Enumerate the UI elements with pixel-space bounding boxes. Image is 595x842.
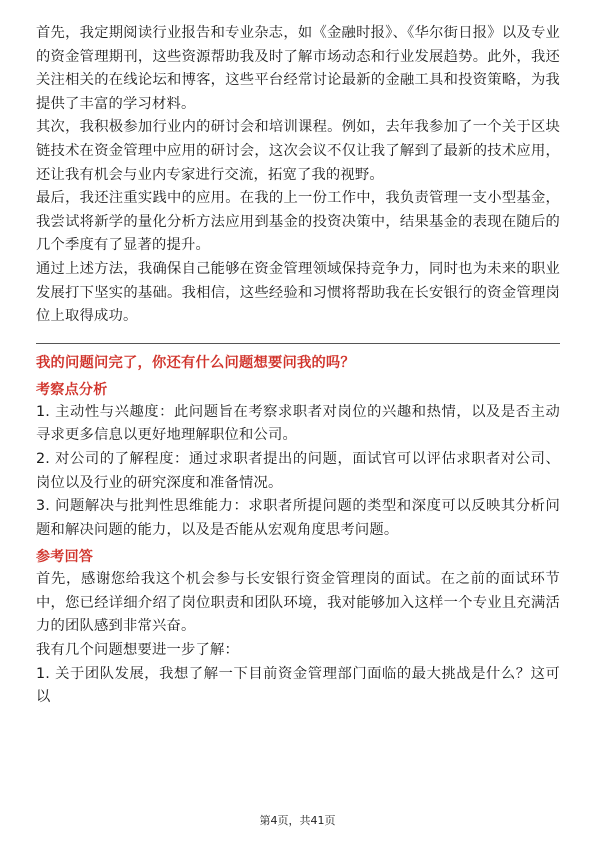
reference-heading: 参考回答 [36, 549, 94, 566]
page-content [36, 22, 560, 710]
intro-paragraph-1: 首先，我定期阅读行业报告和专业杂志，如《金融时报》、《华尔街日报》以及专业的资金管理期刊，这些资源帮助我及时了解市场动态和行业发展趋势。此外，我还关注相关的在线论坛和博客，这些平台经常讨论最新的金融工具和投资策略，为我提供了丰富的学习材料。 [36, 25, 560, 112]
reference-paragraph-3: 1. 关于团队发展，我想了解一下目前资金管理部门面临的最大挑战是什么？这可以 [36, 665, 560, 706]
intro-paragraph-4: 通过上述方法，我确保自己能够在资金管理领域保持竞争力，同时也为未来的职业发展打下坚实的基础。我相信，这些经验和习惯将帮助我在长安银行的资金管理岗位上取得成功。 [36, 260, 560, 325]
analysis-heading: 考察点分析 [36, 381, 108, 398]
intro-paragraph-3: 最后，我还注重实践中的应用。在我的上一份工作中，我负责管理一支小型基金，我尝试将新学的量化分析方法应用到基金的投资决策中，结果基金的表现在随后的几个季度有了显著的提升。 [36, 190, 560, 254]
reference-paragraph-2: 我有几个问题想要进一步了解： [36, 642, 239, 659]
question-title: 我的问题问完了，你还有什么问题想要问我的吗？ [36, 354, 355, 371]
reference-paragraph-1: 首先，感谢您给我这个机会参与长安银行资金管理岗的面试。在之前的面试环节中，您已经详细介绍了岗位职责和团队环境，我对能够加入这样一个专业且充满活力的团队感到非常兴奋。 [36, 571, 560, 635]
section-divider [36, 343, 560, 344]
page-number: 第4页，共41页 [259, 814, 336, 827]
analysis-item-1: 1. 主动性与兴趣度：此问题旨在考察求职者对岗位的兴趣和热情，以及是否主动寻求更多信息以更好地理解职位和公司。 [36, 403, 560, 444]
analysis-item-2: 2. 对公司的了解程度：通过求职者提出的问题，面试官可以评估求职者对公司、岗位以及行业的研究深度和准备情况。 [36, 450, 560, 491]
analysis-item-3: 3. 问题解决与批判性思维能力：求职者所提问题的类型和深度可以反映其分析问题和解决问题的能力，以及是否能从宏观角度思考问题。 [36, 498, 560, 538]
intro-paragraph-2: 其次，我积极参加行业内的研讨会和培训课程。例如，去年我参加了一个关于区块链技术在资金管理中应用的研讨会，这次会议不仅让我了解到了最新的技术应用，还让我有机会与业内专家进行交流，拓宽了我的视野。 [36, 119, 560, 183]
